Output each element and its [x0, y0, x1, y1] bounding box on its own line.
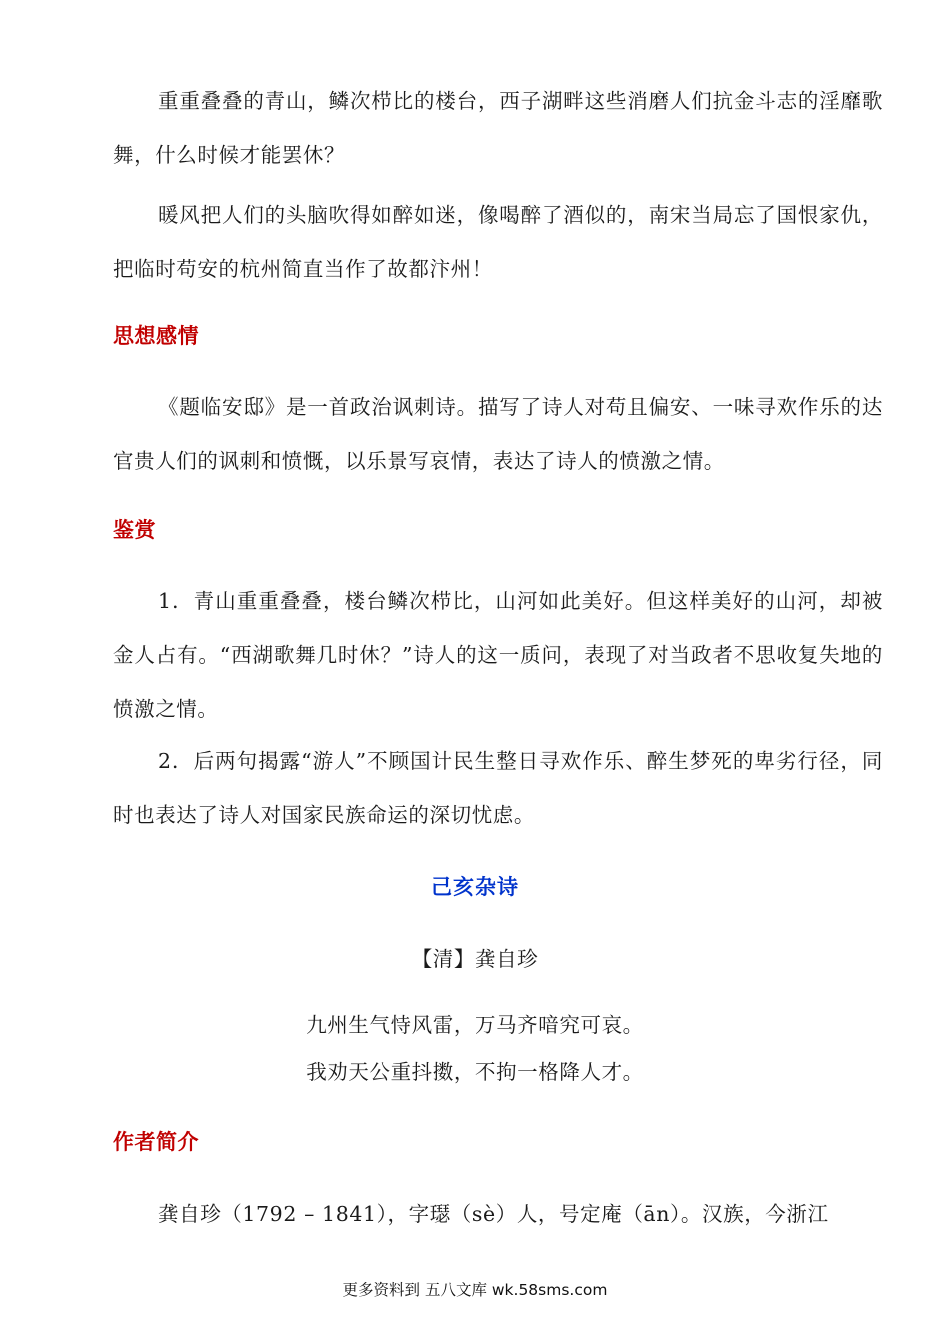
- paragraph-translation-2: 暖风把人们的头脑吹得如醉如迷，像喝醉了酒似的，南宋当局忘了国恨家仇，把临时苟安的杭州简直当作了故都汴州！: [113, 203, 883, 281]
- heading-author-intro: 作者简介: [113, 1130, 199, 1154]
- poem-line-2: 我劝天公重抖擞，不拘一格降人才。: [306, 1060, 644, 1084]
- paragraph-appreciation-2: 2．后两句揭露“游人”不顾国计民生整日寻欢作乐、醉生梦死的卑劣行径，同时也表达了诗人对国家民族命运的深切忧虑。: [113, 749, 883, 827]
- heading-thoughts: 思想感情: [113, 324, 199, 348]
- poem-line-1: 九州生气恃风雷，万马齐喑究可哀。: [306, 1013, 644, 1037]
- paragraph-appreciation-1: 1．青山重重叠叠，楼台鳞次栉比，山河如此美好。但这样美好的山河，却被金人占有。“西湖歌舞几时休？”诗人的这一质问，表现了对当政者不思收复失地的愤激之情。: [113, 589, 883, 721]
- poem-author: 【清】龚自珍: [411, 947, 539, 971]
- heading-appreciation: 鉴赏: [113, 518, 156, 542]
- footer-link[interactable]: 更多资料到 五八文库 wk.58sms.com: [342, 1281, 608, 1299]
- paragraph-translation-1: 重重叠叠的青山，鳞次栉比的楼台，西子湖畔这些消磨人们抗金斗志的淫靡歌舞，什么时候才能罢休？: [113, 89, 883, 167]
- poem-title: 己亥杂诗: [431, 875, 519, 899]
- paragraph-thoughts: 《题临安邸》是一首政治讽刺诗。描写了诗人对苟且偏安、一味寻欢作乐的达官贵人们的讽刺和愤慨，以乐景写哀情，表达了诗人的愤激之情。: [113, 395, 883, 473]
- paragraph-author-intro: 龚自珍（1792 – 1841），字璱（sè）人，号定庵（ān）。汉族，今浙江: [158, 1202, 829, 1226]
